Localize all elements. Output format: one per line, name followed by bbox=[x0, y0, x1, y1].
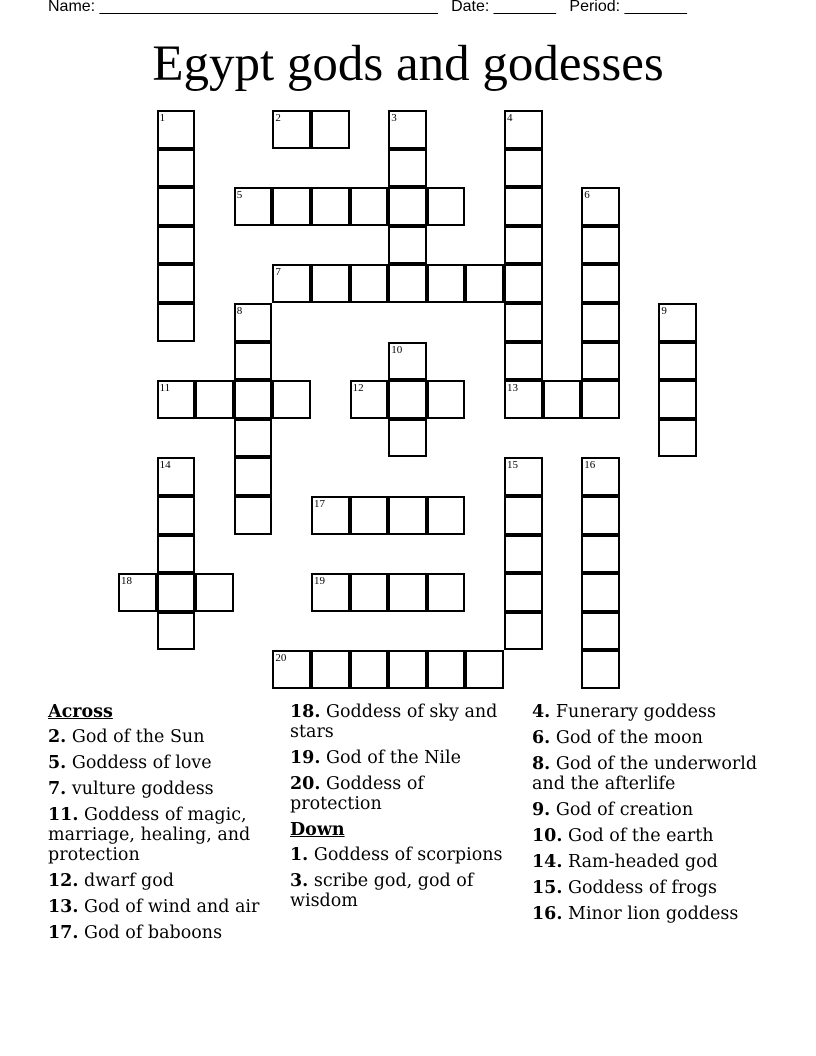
crossword-cell[interactable] bbox=[504, 496, 543, 535]
clue-number: 16 bbox=[584, 459, 596, 472]
clue-number: 15 bbox=[507, 459, 518, 472]
crossword-cell[interactable] bbox=[157, 496, 196, 535]
crossword-cell[interactable] bbox=[388, 380, 427, 419]
crossword-cell[interactable] bbox=[388, 419, 427, 458]
clue-number: 18 bbox=[121, 575, 132, 588]
clue-down-10: 10. God of the earth bbox=[532, 826, 714, 846]
crossword-cell[interactable] bbox=[157, 380, 196, 419]
crossword-cell[interactable] bbox=[504, 110, 543, 149]
name-label: Name: bbox=[48, 0, 96, 15]
clue-number: 17 bbox=[314, 498, 325, 510]
crossword-cell[interactable] bbox=[427, 650, 466, 689]
crossword-cell[interactable] bbox=[350, 187, 389, 226]
clue-number: 8 bbox=[236, 305, 243, 317]
crossword-cell[interactable] bbox=[157, 573, 196, 612]
down-heading: Down bbox=[290, 820, 345, 840]
crossword-cell[interactable] bbox=[272, 650, 311, 689]
crossword-cell[interactable] bbox=[504, 457, 543, 496]
crossword-cell[interactable] bbox=[427, 187, 466, 226]
crossword-cell[interactable] bbox=[234, 187, 273, 226]
clue-across-11: 11. Goddess of magic, marriage, healing, and protection bbox=[48, 805, 251, 865]
clue-down-8: 8. God of the underworld and the afterlife bbox=[532, 754, 758, 794]
crossword-cell[interactable] bbox=[581, 264, 620, 303]
crossword-cell[interactable] bbox=[311, 110, 350, 149]
crossword-cell[interactable] bbox=[157, 264, 196, 303]
clue-across-13: 13. God of wind and air bbox=[48, 897, 260, 917]
crossword-cell[interactable] bbox=[388, 496, 427, 535]
crossword-cell[interactable] bbox=[311, 650, 350, 689]
clue-number: 3 bbox=[391, 112, 397, 124]
crossword-cell[interactable] bbox=[658, 342, 697, 381]
crossword-cell[interactable] bbox=[658, 303, 697, 342]
crossword-cell[interactable] bbox=[581, 573, 620, 612]
crossword-cell[interactable] bbox=[504, 535, 543, 574]
clue-across-18: 18. Goddess of sky and stars bbox=[290, 702, 498, 742]
crossword-cell[interactable] bbox=[272, 110, 311, 149]
crossword-cell[interactable] bbox=[504, 380, 543, 419]
clue-number: 19 bbox=[314, 575, 325, 588]
clue-down-16: 16. Minor lion goddess bbox=[532, 904, 739, 924]
crossword-cell[interactable] bbox=[388, 149, 427, 188]
clues-column-2 bbox=[290, 702, 518, 917]
crossword-cell[interactable] bbox=[504, 573, 543, 612]
crossword-cell[interactable] bbox=[234, 342, 273, 381]
crossword-cell[interactable] bbox=[118, 573, 157, 612]
crossword-cell[interactable] bbox=[311, 573, 350, 612]
crossword-cell[interactable] bbox=[543, 380, 582, 419]
crossword-cell[interactable] bbox=[427, 496, 466, 535]
clues-column-3 bbox=[532, 702, 772, 930]
crossword-cell[interactable] bbox=[504, 187, 543, 226]
crossword-cell[interactable] bbox=[465, 264, 504, 303]
crossword-cell[interactable] bbox=[388, 187, 427, 226]
crossword-cell[interactable] bbox=[581, 535, 620, 574]
crossword-cell[interactable] bbox=[581, 612, 620, 651]
clue-down-9: 9. God of creation bbox=[532, 800, 694, 820]
crossword-cell[interactable] bbox=[234, 457, 273, 496]
crossword-cell[interactable] bbox=[388, 226, 427, 265]
date-label: Date: bbox=[451, 0, 490, 15]
crossword-cell[interactable] bbox=[581, 226, 620, 265]
crossword-cell[interactable] bbox=[234, 380, 273, 419]
crossword-cell[interactable] bbox=[157, 303, 196, 342]
clue-number: 14 bbox=[159, 459, 171, 472]
crossword-cell[interactable] bbox=[350, 380, 389, 419]
clue-number: 4 bbox=[507, 112, 513, 124]
clue-across-20: 20. Goddess of protection bbox=[290, 774, 424, 814]
crossword-cell[interactable] bbox=[350, 573, 389, 612]
crossword-cell[interactable] bbox=[581, 342, 620, 381]
clue-number: 11 bbox=[159, 382, 171, 395]
clue-number: 13 bbox=[507, 382, 518, 395]
crossword-cell[interactable] bbox=[311, 264, 350, 303]
crossword-cell[interactable] bbox=[581, 650, 620, 689]
clue-across-7: 7. vulture goddess bbox=[48, 779, 214, 799]
clue-across-17: 17. God of baboons bbox=[48, 923, 223, 943]
crossword-cell[interactable] bbox=[504, 612, 543, 651]
crossword-cell[interactable] bbox=[504, 342, 543, 381]
crossword-cell[interactable] bbox=[272, 264, 311, 303]
clue-number: 6 bbox=[584, 189, 590, 202]
crossword-cell[interactable] bbox=[311, 187, 350, 226]
clue-down-14: 14. Ram-headed god bbox=[532, 852, 718, 872]
crossword-cell[interactable] bbox=[504, 226, 543, 265]
name-blank[interactable]: ______________________________________ bbox=[99, 0, 438, 15]
clue-number: 7 bbox=[275, 266, 281, 279]
period-blank[interactable]: _______ bbox=[624, 0, 687, 15]
crossword-cell[interactable] bbox=[658, 380, 697, 419]
clue-down-15: 15. Goddess of frogs bbox=[532, 878, 717, 898]
crossword-cell[interactable] bbox=[427, 380, 466, 419]
crossword-cell[interactable] bbox=[388, 573, 427, 612]
clue-number: 12 bbox=[352, 382, 364, 395]
crossword-cell[interactable] bbox=[581, 496, 620, 535]
crossword-cell[interactable] bbox=[157, 535, 196, 574]
crossword-cell[interactable] bbox=[504, 264, 543, 303]
clue-number: 9 bbox=[661, 305, 667, 317]
clue-across-19: 19. God of the Nile bbox=[290, 748, 461, 768]
clue-number: 1 bbox=[159, 112, 166, 124]
crossword-cell[interactable] bbox=[350, 264, 389, 303]
crossword-cell[interactable] bbox=[658, 419, 697, 458]
crossword-cell[interactable] bbox=[272, 187, 311, 226]
student-info-line bbox=[48, 0, 687, 16]
crossword-cell[interactable] bbox=[157, 110, 196, 149]
crossword-cell[interactable] bbox=[350, 496, 389, 535]
clue-across-2: 2. God of the Sun bbox=[48, 727, 205, 747]
clue-number: 20 bbox=[275, 652, 287, 665]
crossword-cell[interactable] bbox=[504, 303, 543, 342]
clue-number: 2 bbox=[275, 112, 281, 124]
crossword-cell[interactable] bbox=[195, 380, 234, 419]
clue-number: 5 bbox=[236, 189, 243, 202]
crossword-cell[interactable] bbox=[234, 303, 273, 342]
date-blank[interactable]: _______ bbox=[493, 0, 557, 15]
clue-across-12: 12. dwarf god bbox=[48, 871, 174, 891]
crossword-cell[interactable] bbox=[504, 149, 543, 188]
clue-down-3: 3. scribe god, god of wisdom bbox=[290, 871, 474, 911]
clue-down-6: 6. God of the moon bbox=[532, 728, 703, 748]
crossword-cell[interactable] bbox=[388, 650, 427, 689]
crossword-cell[interactable] bbox=[581, 187, 620, 226]
clues-column-1 bbox=[48, 702, 276, 949]
crossword-cell[interactable] bbox=[427, 264, 466, 303]
crossword-cell[interactable] bbox=[581, 457, 620, 496]
crossword-cell[interactable] bbox=[195, 573, 234, 612]
crossword-cell[interactable] bbox=[234, 419, 273, 458]
across-heading: Across bbox=[48, 702, 113, 722]
crossword-cell[interactable] bbox=[581, 303, 620, 342]
clue-across-5: 5. Goddess of love bbox=[48, 753, 212, 773]
page-title: Egypt gods and godesses bbox=[152, 36, 664, 92]
crossword-cell[interactable] bbox=[350, 650, 389, 689]
period-label: Period: bbox=[569, 0, 621, 15]
crossword-cell[interactable] bbox=[311, 496, 350, 535]
crossword-cell[interactable] bbox=[465, 650, 504, 689]
crossword-cell[interactable] bbox=[388, 342, 427, 381]
crossword-cell[interactable] bbox=[157, 187, 196, 226]
crossword-cell[interactable] bbox=[157, 149, 196, 188]
crossword-cell[interactable] bbox=[272, 380, 311, 419]
clue-number: 10 bbox=[391, 343, 403, 356]
crossword-cell[interactable] bbox=[157, 612, 196, 651]
crossword-cell[interactable] bbox=[388, 110, 427, 149]
clue-down-4: 4. Funerary goddess bbox=[532, 702, 716, 722]
clue-down-1: 1. Goddess of scorpions bbox=[290, 845, 503, 865]
crossword-cell[interactable] bbox=[581, 380, 620, 419]
crossword-cell[interactable] bbox=[157, 457, 196, 496]
crossword-cell[interactable] bbox=[157, 226, 196, 265]
crossword-cell[interactable] bbox=[427, 573, 466, 612]
crossword-cell[interactable] bbox=[388, 264, 427, 303]
crossword-cell[interactable] bbox=[234, 496, 273, 535]
